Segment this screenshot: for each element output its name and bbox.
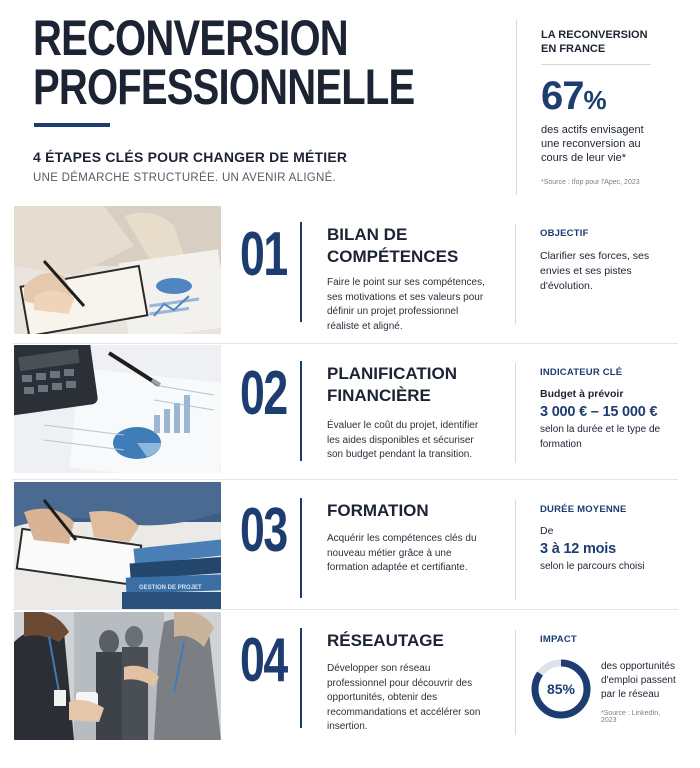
impact-source: *Source : LinkedIn, 2023	[601, 710, 661, 724]
tagline: UNE DÉMARCHE STRUCTURÉE. UN AVENIR ALIGNÉ.	[33, 172, 337, 184]
step-description: Faire le point sur ses compétences, ses motivations et ses valeurs pour définir un projet professionnel réaliste et aligné.	[327, 277, 485, 332]
side-highlight: 3 000 € – 15 000 €	[540, 404, 658, 420]
side-bold-text: Budget à prévoir	[540, 388, 624, 400]
section-divider	[12, 343, 678, 344]
step-divider	[300, 498, 302, 598]
side-small-text: selon le parcours choisi	[540, 561, 645, 572]
step-title: RÉSEAUTAGE	[327, 631, 444, 650]
side-bold-text: De	[540, 525, 554, 537]
step-number: 03	[240, 496, 287, 565]
notebook-desk-photo	[14, 206, 221, 334]
stat-source: *Source : Ifop pour l'Apec, 2023	[541, 179, 640, 186]
side-label: IMPACT	[540, 634, 577, 645]
impact-donut	[530, 658, 592, 720]
step-4	[0, 612, 700, 742]
stat-unit: %	[583, 85, 606, 115]
step-title: FORMATION	[327, 501, 429, 520]
step-description: Évaluer le coût du projet, identifier les aides disponibles et sécuriser son budget pendant la transition.	[327, 420, 479, 460]
step-description: Acquérir les compétences clés du nouveau métier grâce à une formation adaptée et certifiante.	[327, 533, 477, 573]
section-divider	[12, 609, 678, 610]
side-text: Clarifier ses forces, ses envies et ses pistes d'évolution.	[540, 250, 650, 292]
step-side-panel	[515, 224, 675, 324]
step-side-panel	[515, 363, 675, 463]
stat-box	[516, 20, 676, 195]
side-highlight: 3 à 12 mois	[540, 541, 616, 557]
title-line-2: PROFESSIONNELLE	[33, 59, 415, 115]
step-title: PLANIFICATION FINANCIÈRE	[327, 364, 458, 405]
step-number: 04	[240, 626, 287, 695]
stat-description: des actifs envisagent une reconversion au cours de leur vie*	[541, 124, 644, 164]
stat-value	[541, 75, 676, 121]
step-description: Développer son réseau professionnel pour découvrir des opportunités, obtenir des recommandations et accélérer son insertion.	[327, 663, 481, 732]
title-underline	[34, 123, 110, 127]
side-text: des opportunités d'emploi passent par le réseau	[601, 661, 676, 700]
book-spine-text: GESTION DE PROJET	[139, 585, 202, 591]
donut-value: 85%	[546, 681, 576, 697]
side-small-text: selon la durée et le type de formation	[540, 424, 661, 450]
subtitle: 4 ÉTAPES CLÉS POUR CHANGER DE MÉTIER	[33, 149, 348, 165]
side-label: INDICATEUR CLÉ	[540, 367, 623, 378]
step-number: 02	[240, 359, 287, 428]
step-3	[0, 482, 700, 612]
step-2	[0, 345, 700, 475]
step-side-panel	[515, 500, 675, 600]
step-divider	[300, 222, 302, 322]
networking-people-photo	[14, 612, 221, 740]
side-label: DURÉE MOYENNE	[540, 504, 627, 515]
books-writing-photo	[14, 482, 221, 610]
step-divider	[300, 628, 302, 728]
stat-label: LA RECONVERSION EN FRANCE	[541, 29, 648, 55]
page-title	[33, 10, 481, 115]
title-line-1: RECONVERSION	[33, 10, 348, 66]
stat-divider	[541, 64, 651, 65]
side-label: OBJECTIF	[540, 228, 589, 239]
step-1	[0, 206, 700, 336]
step-divider	[300, 361, 302, 461]
stat-number: 67	[541, 74, 584, 118]
step-side-panel	[515, 630, 675, 735]
section-divider	[12, 479, 678, 480]
calculator-charts-photo	[14, 345, 221, 473]
step-number: 01	[240, 220, 287, 289]
step-title: BILAN DE COMPÉTENCES	[327, 225, 459, 266]
